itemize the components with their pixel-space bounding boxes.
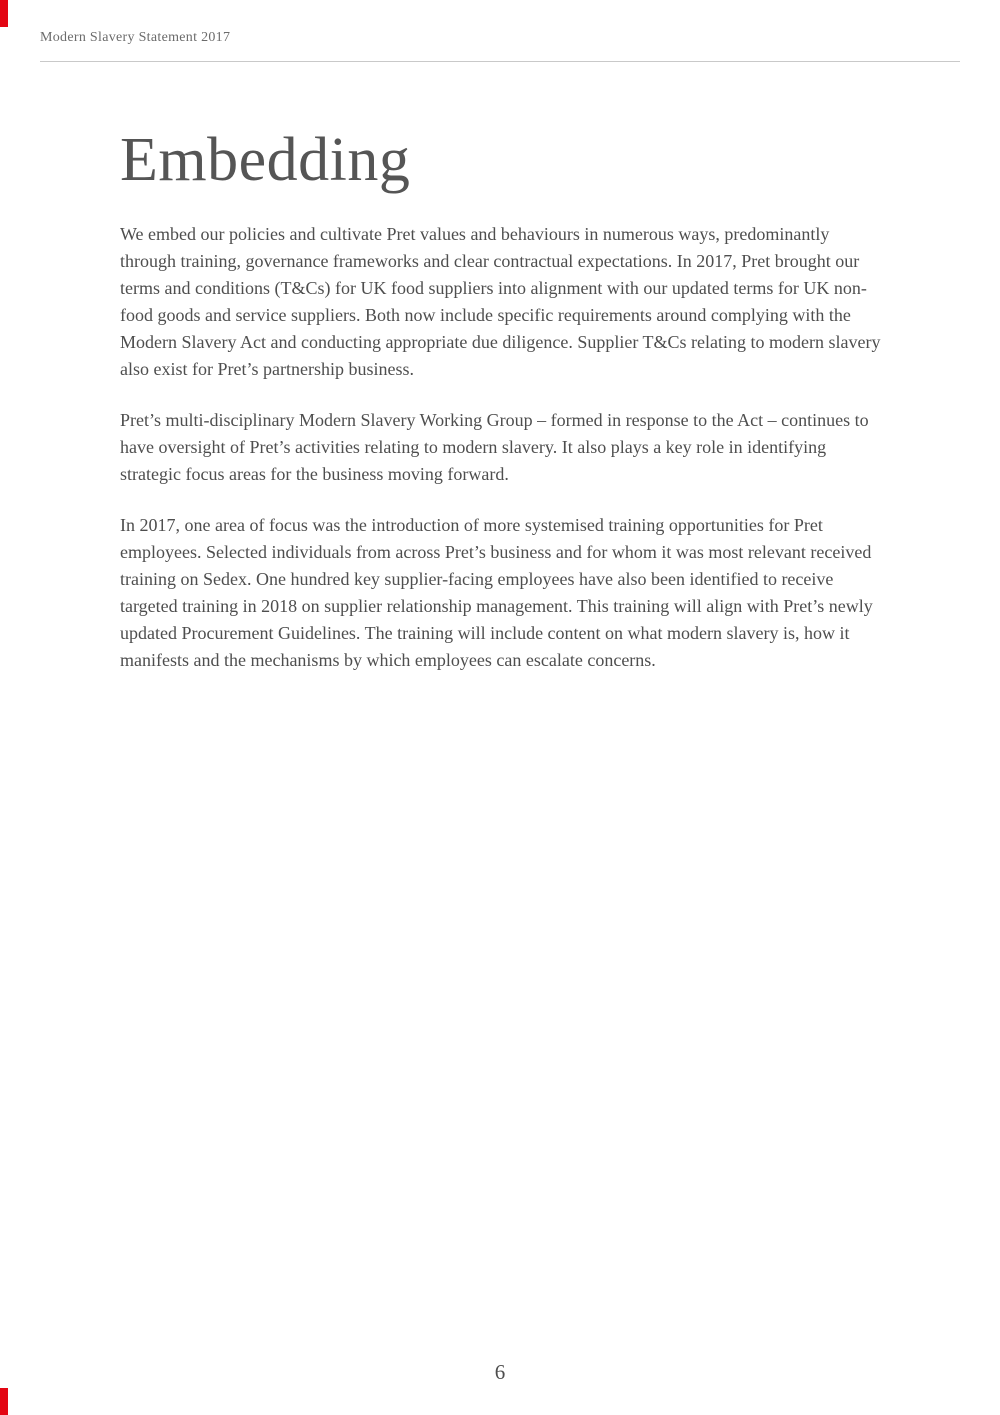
- header-divider: [40, 61, 960, 62]
- page-number: 6: [494, 1360, 506, 1384]
- paragraph-2: Pret’s multi-disciplinary Modern Slavery Working Group – formed in response to the Act – continues to have oversight of Pret’s activities relating to modern slavery. It also plays a key role in identifying strategic focus areas for the business moving forward.: [120, 410, 869, 485]
- page-title: Embedding: [120, 126, 411, 194]
- paragraph-3: In 2017, one area of focus was the introduction of more systemised training opportunities for Pret employees. Selected individuals from across Pret’s business and for whom it was most relevant received training on Sedex. One hundred key supplier-facing employees have also been identified to receive targeted training in 2018 on supplier relationship management. This training will align with Pret’s newly updated Procurement Guidelines. The training will include content on what modern slavery is, how it manifests and the mechanisms by which employees can escalate concerns.: [120, 515, 873, 671]
- running-header: Modern Slavery Statement 2017: [40, 30, 231, 45]
- red-crop-mark-bottom: [0, 1388, 8, 1415]
- paragraph-1: We embed our policies and cultivate Pret values and behaviours in numerous ways, predominantly through training, governance frameworks and clear contractual expectations. In 2017, Pret brought our terms and conditions (T&Cs) for UK food suppliers into alignment with our updated terms for UK non-food goods and service suppliers. Both now include specific requirements around complying with the Modern Slavery Act and conducting appropriate due diligence. Supplier T&Cs relating to modern slavery also exist for Pret’s partnership business.: [120, 224, 881, 380]
- page-content: [120, 128, 882, 698]
- red-crop-mark-top: [0, 0, 8, 27]
